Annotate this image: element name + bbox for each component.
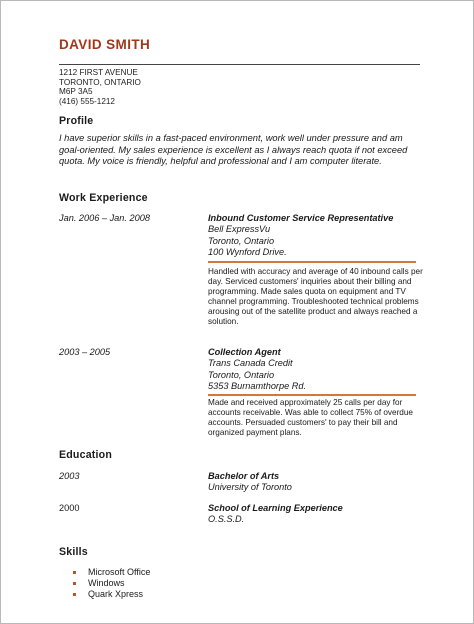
contact-block [59,68,141,106]
education-heading: Education [59,449,113,461]
phone-number: (416) 555-1212 [59,96,115,106]
education-entry [208,503,343,526]
job-entry [208,347,306,393]
skill-item [71,589,150,600]
job-divider [208,261,416,263]
skill-item [71,567,150,578]
education-credential: Bachelor of Arts [208,471,280,481]
bullet-icon [73,582,76,585]
profile-heading: Profile [59,115,94,127]
skill-item [71,578,150,589]
job-dates: 2003 – 2005 [59,347,111,357]
skill-label: Quark Xpress [88,589,144,600]
education-year: 2000 [59,503,80,513]
job-description: Handled with accuracy and average of 40 inbound calls per day. Serviced customers' inquiries about their billing and programming. Made sales quota on equipment and TV channel programming. Troubleshooted technical problems arousing out of the satellite product and always reached a solution. [208,267,423,326]
job-street: 5353 Burnamthorpe Rd. [208,381,307,392]
skill-label: Windows [88,578,125,589]
job-company: Trans Canada Credit [208,358,293,369]
work-experience-heading: Work Experience [59,192,148,204]
job-divider [208,394,416,396]
postal-code: M6P 3A5 [59,87,93,97]
job-city: Toronto, Ontario [208,369,275,380]
education-entry [208,471,292,494]
profile-text: I have superior skills in a fast-paced environment, work well under pressure and am goal-oriented. My sales experience is excellent as I always reach quota if not exceed quota. My voice is friendly, helpful and professional and I am computer literate. [59,133,408,167]
job-dates: Jan. 2006 – Jan. 2008 [59,213,150,223]
job-description: Made and received approximately 25 calls per day for accounts receivable. Was able to collect 75% of overdue accounts. Persuaded customers' to pay their bill and organized payment plans. [208,398,413,437]
job-company: Bell ExpressVu [208,224,271,235]
job-city: Toronto, Ontario [208,235,275,246]
education-institution: O.S.S.D. [208,514,245,525]
skills-heading: Skills [59,546,88,558]
education-credential: School of Learning Experience [208,503,343,513]
skill-label: Microsoft Office [88,567,151,577]
address-line-2: TORONTO, ONTARIO [59,77,141,87]
job-title: Inbound Customer Service Representative [208,213,394,223]
address-line-1: 1212 FIRST AVENUE [59,68,138,77]
job-street: 100 Wynford Drive. [208,247,287,258]
header-divider [59,64,420,65]
education-year: 2003 [59,471,80,481]
job-entry [208,213,393,259]
skills-list [71,567,150,601]
job-title: Collection Agent [208,347,281,357]
resume-name: DAVID SMITH [59,37,151,52]
bullet-icon [73,593,76,596]
bullet-icon [73,571,76,574]
education-institution: University of Toronto [208,482,292,493]
